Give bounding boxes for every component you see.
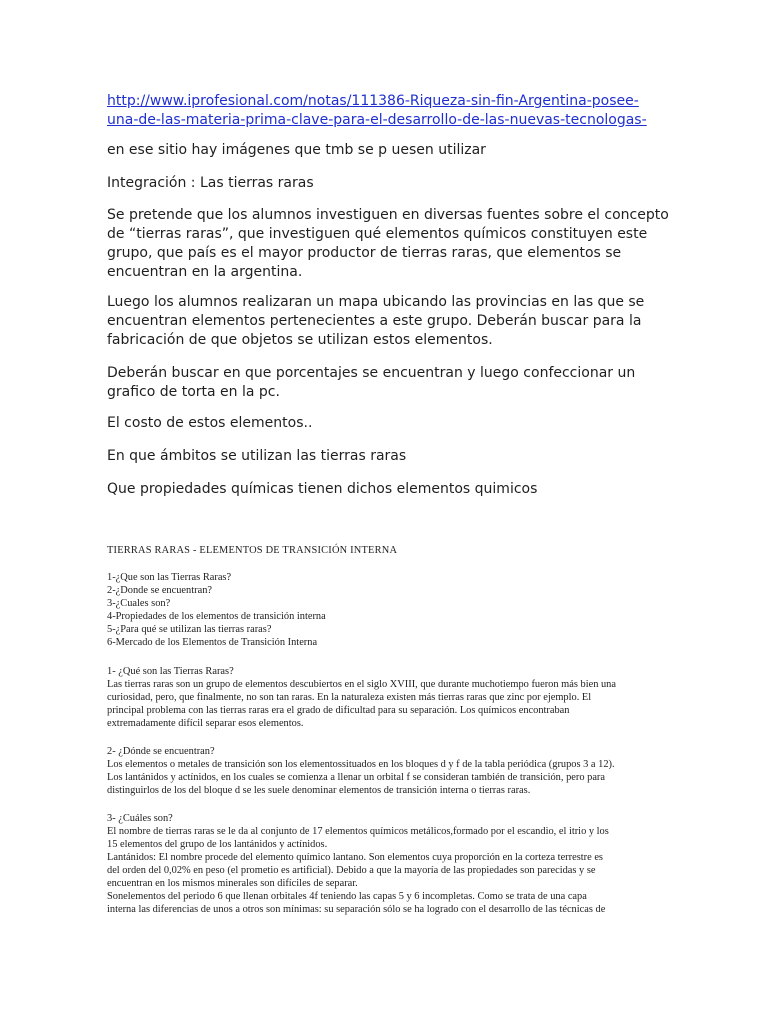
section-heading: 1- ¿Qué son las Tierras Raras? <box>107 666 234 677</box>
text-line: de “tierras raras”, que investiguen qué elementos químicos constituyen este <box>107 226 648 242</box>
text-line: Los lantánidos y actínidos, en los cuales se comienza a llenar un orbital f se consideran también de transición, pero para <box>107 772 606 783</box>
source-link-line-2[interactable]: una-de-las-materia-prima-clave-para-el-desarrollo-de-las-nuevas-tecnologas- <box>107 112 647 128</box>
note-paragraph-map <box>107 293 667 350</box>
text-line: interna las diferencias de unos a otros son mínimas: su separación sólo se ha logrado con el desarrollo de las técnicas de <box>107 904 606 915</box>
text-line: encuentran elementos pertenecientes a este grupo. Deberán buscar para la <box>107 313 642 329</box>
text-line: Se pretende que los alumnos investiguen en diversas fuentes sobre el concepto <box>107 207 669 223</box>
text-line: Deberán buscar en que porcentajes se encuentran y luego confeccionar un <box>107 365 636 381</box>
toc-item: 3-¿Cuales son? <box>107 598 171 609</box>
article-title: TIERRAS RARAS - ELEMENTOS DE TRANSICIÓN INTERNA <box>107 545 398 556</box>
article-toc <box>107 571 667 649</box>
text-line: principal problema con las tierras raras era el grado de dificultad para su separación. Los químicos encontraban <box>107 705 570 716</box>
note-areas: En que ámbitos se utilizan las tierras raras <box>107 448 407 464</box>
text-line: grafico de torta en la pc. <box>107 384 280 400</box>
article-section-2 <box>107 745 667 797</box>
text-line: encuentran en los mismos minerales son difíciles de separar. <box>107 878 358 889</box>
article-section-3 <box>107 812 667 916</box>
section-heading: 2- ¿Dónde se encuentran? <box>107 746 215 757</box>
note-images: en ese sitio hay imágenes que tmb se p uesen utilizar <box>107 142 486 158</box>
toc-item: 6-Mercado de los Elementos de Transición Interna <box>107 637 318 648</box>
source-link-line-1[interactable]: http://www.iprofesional.com/notas/111386-Riqueza-sin-fin-Argentina-posee- <box>107 93 639 109</box>
note-paragraph-percentages <box>107 364 667 402</box>
toc-item: 1-¿Que son las Tierras Raras? <box>107 572 232 583</box>
text-line: encuentran en la argentina. <box>107 264 303 280</box>
text-line: grupo, que país es el mayor productor de tierras raras, que elementos se <box>107 245 622 261</box>
toc-item: 2-¿Donde se encuentran? <box>107 585 213 596</box>
text-line: distinguirlos de los del bloque d se les suele denominar elementos de transición interna o tierras raras. <box>107 785 531 796</box>
text-line: del orden del 0,02% en peso (el prometio es artificial). Debido a que la mayoría de las propiedades son parecidas y se <box>107 865 596 876</box>
text-line: El nombre de tierras raras se le da al conjunto de 17 elementos químicos metálicos,formado por el escandio, el itrio y los <box>107 826 609 837</box>
source-link[interactable] <box>107 92 667 130</box>
note-cost: El costo de estos elementos.. <box>107 415 313 431</box>
text-line: extremadamente difícil separar esos elementos. <box>107 718 304 729</box>
text-line: curiosidad, pero, que finalmente, no son tan raras. En la naturaleza existen más tierras raras que zinc por ejemplo. El <box>107 692 592 703</box>
text-line: Las tierras raras son un grupo de elementos descubiertos en el siglo XVIII, que durante muchotiempo fueron más bien una <box>107 679 616 690</box>
article-section-1 <box>107 665 667 730</box>
section-heading: 3- ¿Cuáles son? <box>107 813 173 824</box>
note-properties: Que propiedades químicas tienen dichos elementos quimicos <box>107 481 538 497</box>
toc-item: 4-Propiedades de los elementos de transición interna <box>107 611 326 622</box>
text-line: 15 elementos del grupo de los lantánidos y actínidos. <box>107 839 328 850</box>
note-paragraph-objective <box>107 206 667 282</box>
text-line: Los elementos o metales de transición son los elementossituados en los bloques d y f de la tabla periódica (grupos 3 a 12). <box>107 759 615 770</box>
text-line: fabricación de que objetos se utilizan estos elementos. <box>107 332 493 348</box>
text-line: Lantánidos: El nombre procede del elemento químico lantano. Son elementos cuya proporción en la corteza terrestre es <box>107 852 603 863</box>
text-line: Luego los alumnos realizaran un mapa ubicando las provincias en las que se <box>107 294 645 310</box>
text-line: Sonelementos del periodo 6 que llenan orbitales 4f teniendo las capas 5 y 6 incompletas. Como se trata de una capa <box>107 891 587 902</box>
note-integration-title: Integración : Las tierras raras <box>107 175 314 191</box>
toc-item: 5-¿Para qué se utilizan las tierras raras? <box>107 624 272 635</box>
